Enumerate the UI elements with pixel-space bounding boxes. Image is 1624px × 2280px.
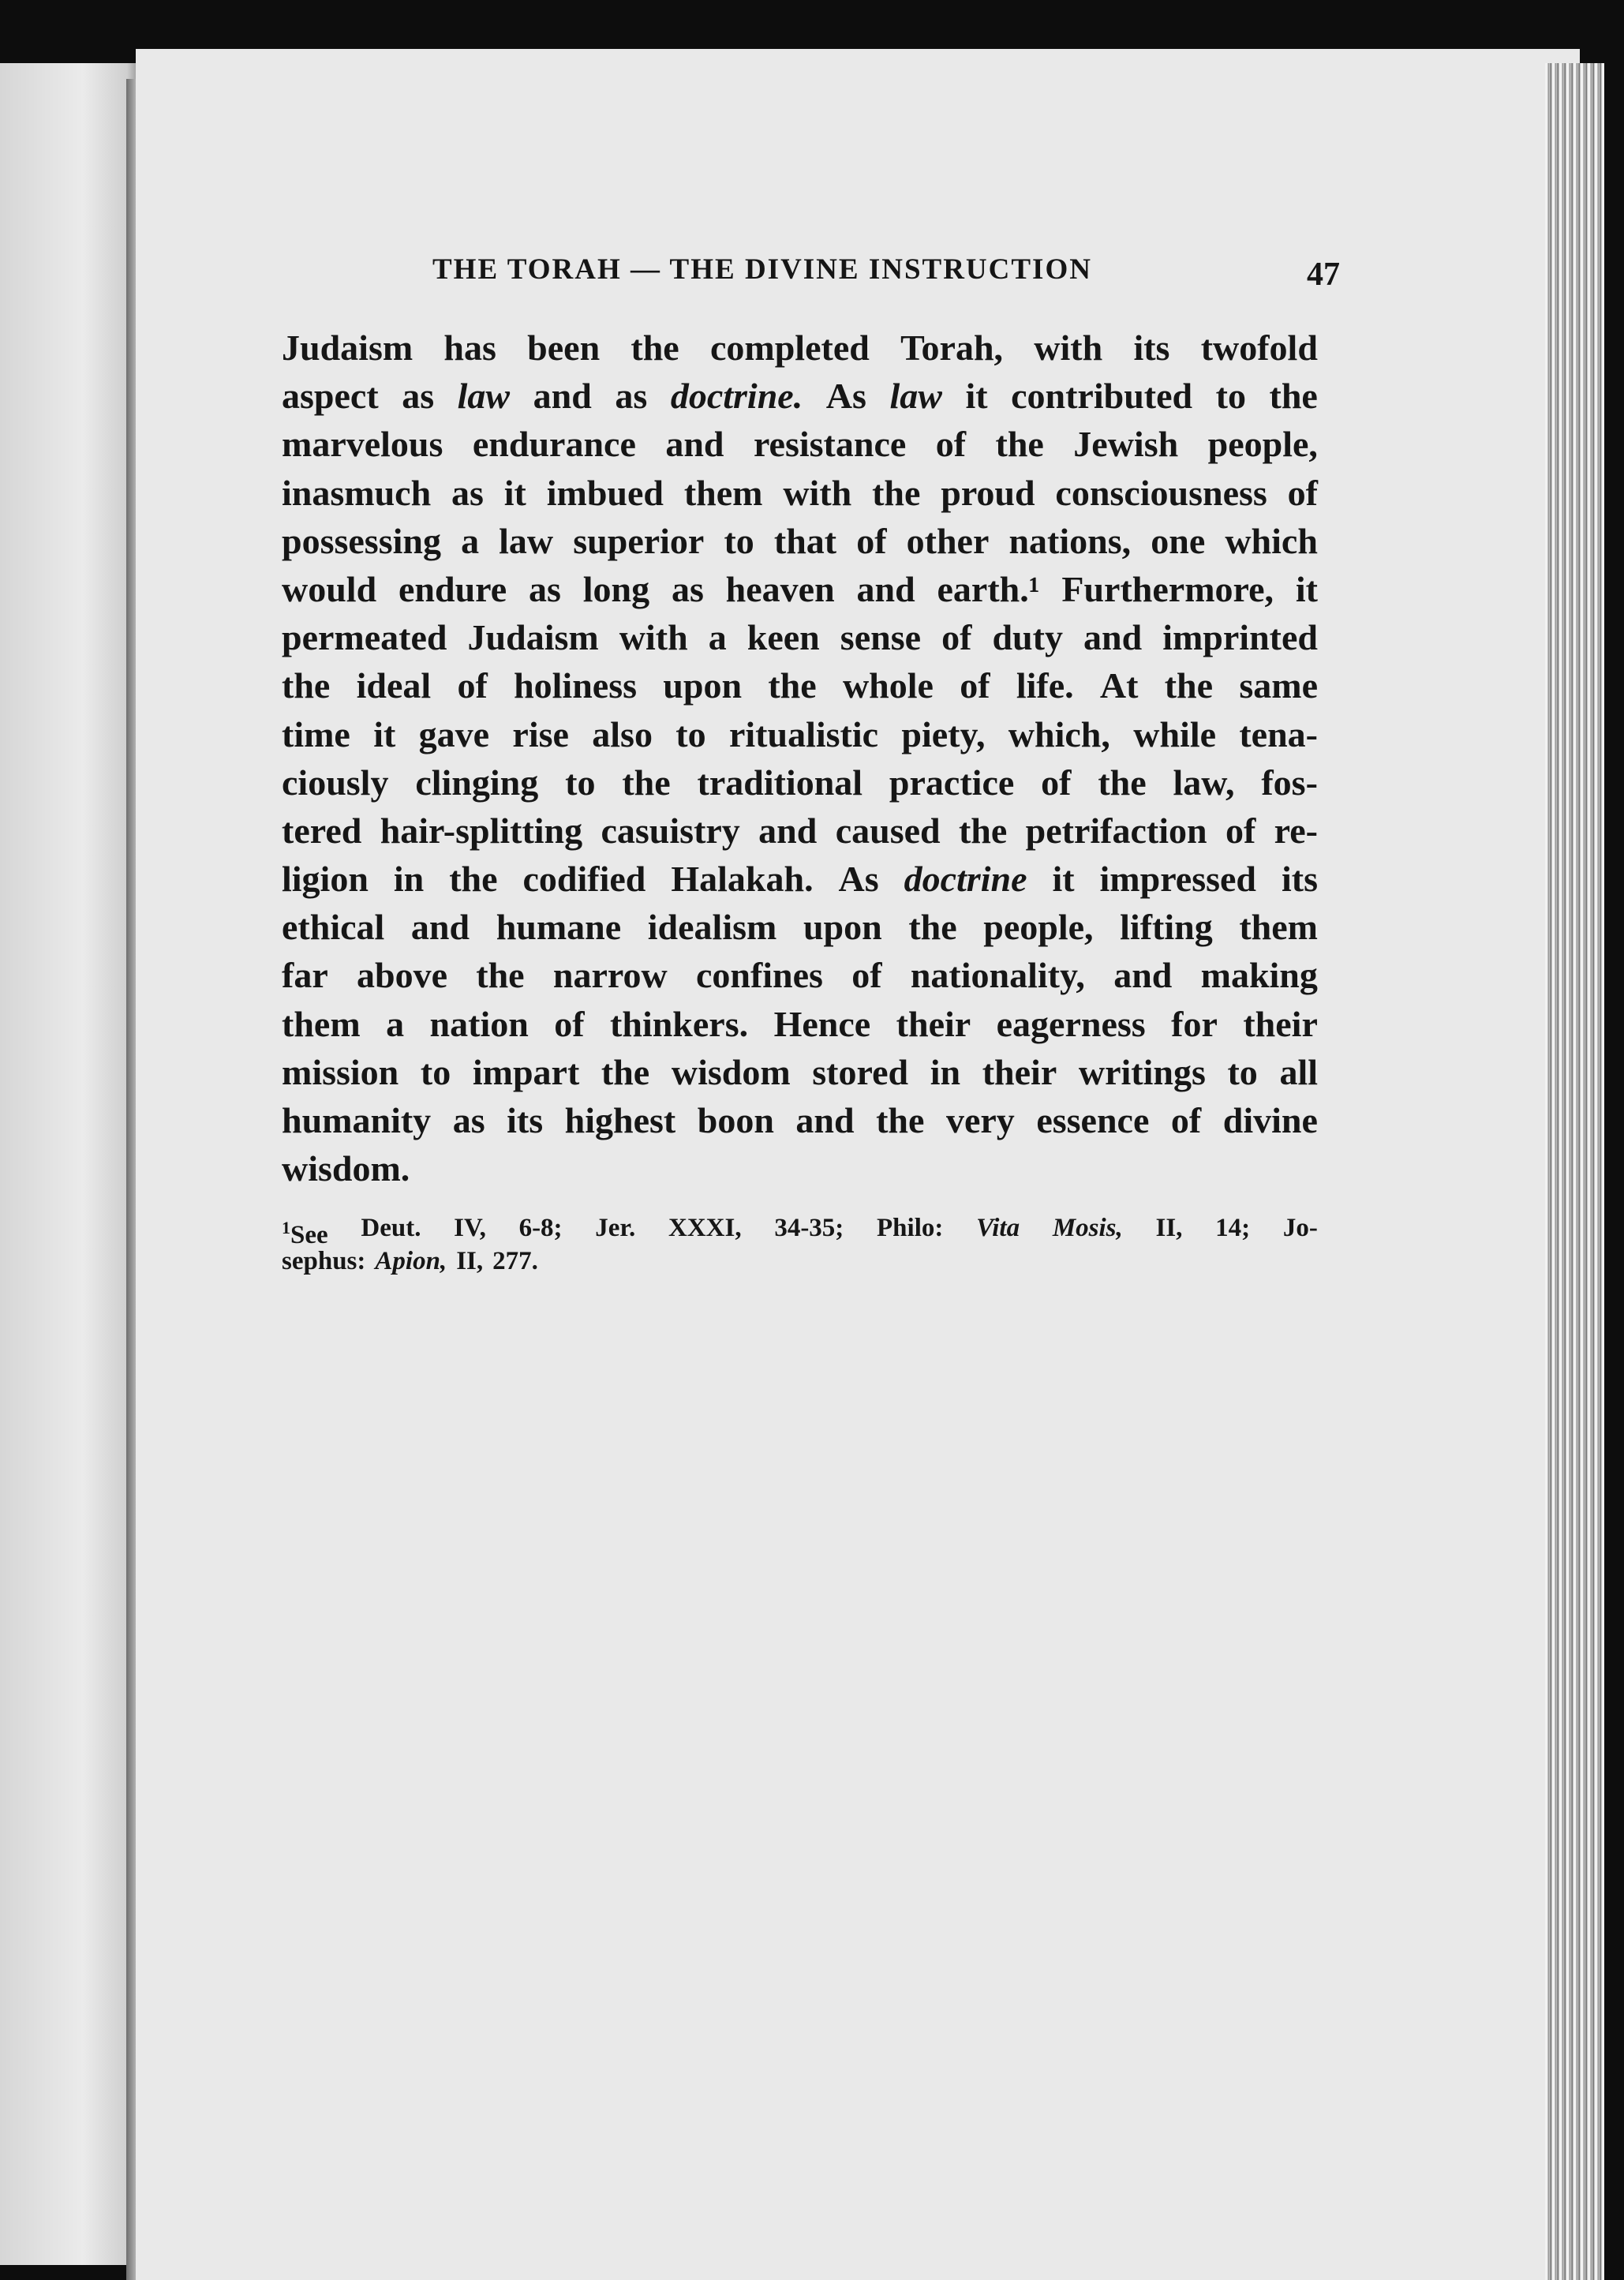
word: 14;	[1215, 1214, 1251, 1242]
text-line	[282, 565, 1318, 613]
page-edge-stack	[1545, 63, 1604, 2280]
word: of	[1287, 472, 1318, 513]
word: Halakah.	[671, 859, 814, 900]
word: to	[724, 520, 754, 561]
word: permeated	[282, 617, 447, 658]
word: mission	[282, 1051, 399, 1092]
word: its	[1133, 328, 1170, 368]
word: As	[838, 859, 879, 900]
word: humanity	[282, 1100, 432, 1140]
word: its	[507, 1100, 544, 1140]
word: lifting	[1120, 907, 1213, 948]
word: clinging	[415, 762, 539, 803]
text-line	[282, 758, 1318, 807]
text-line	[282, 951, 1318, 999]
text-line	[282, 420, 1318, 468]
word: rise	[512, 713, 569, 754]
word: boon	[697, 1100, 774, 1140]
word: the	[631, 328, 679, 368]
footnote-marker: 1	[282, 1218, 290, 1237]
word: writings	[1078, 1051, 1206, 1092]
word: and	[856, 568, 915, 609]
word: doctrine	[904, 859, 1027, 900]
word: ideal	[356, 665, 432, 706]
word: its	[1281, 859, 1318, 900]
word: law,	[1173, 762, 1235, 803]
word: nationality,	[910, 955, 1085, 996]
word: of	[554, 1003, 585, 1044]
word: to	[1227, 1051, 1258, 1092]
word: also	[592, 713, 653, 754]
word: all	[1279, 1051, 1318, 1092]
word: their	[1243, 1003, 1318, 1044]
word: it	[1052, 859, 1075, 900]
word: the	[622, 762, 671, 803]
word: to	[420, 1051, 451, 1092]
word: with	[619, 617, 688, 658]
word: law	[499, 520, 554, 561]
text-line	[282, 1000, 1318, 1048]
word: of	[935, 424, 967, 465]
text-line	[282, 710, 1318, 758]
text-line	[282, 1048, 1318, 1096]
text-line	[282, 661, 1318, 709]
text-line	[282, 324, 1318, 372]
word: whole	[842, 665, 934, 706]
word: highest	[564, 1100, 676, 1140]
word: tered	[282, 810, 362, 851]
word: the	[872, 472, 921, 513]
word: impressed	[1099, 859, 1257, 900]
word: with	[783, 472, 852, 513]
word: would	[282, 568, 377, 609]
word: Jewish	[1073, 424, 1179, 465]
word: and	[665, 424, 724, 465]
word: same	[1239, 665, 1318, 706]
word: re-	[1274, 810, 1318, 851]
text-line	[282, 517, 1318, 565]
word: with	[1034, 328, 1103, 368]
word: of	[941, 617, 972, 658]
word: 277.	[492, 1247, 538, 1275]
word: Apion,	[375, 1247, 447, 1275]
word: it	[373, 713, 396, 754]
word: thinkers.	[610, 1003, 749, 1044]
word: above	[357, 955, 448, 996]
word: and	[533, 376, 592, 417]
word: ethical	[282, 907, 385, 948]
word: Philo:	[877, 1214, 944, 1242]
word: earth.¹	[937, 568, 1040, 609]
word: and	[1113, 955, 1173, 996]
word: that	[773, 520, 837, 561]
word: people,	[1207, 424, 1318, 465]
text-line	[282, 855, 1318, 903]
word: of	[1170, 1100, 1202, 1140]
word: wisdom	[671, 1051, 791, 1092]
word: upon	[663, 665, 743, 706]
word: ciously	[282, 762, 389, 803]
word: their	[896, 1003, 971, 1044]
word: time	[282, 713, 350, 754]
word: marvelous	[282, 424, 443, 465]
word: to	[675, 713, 706, 754]
word: them	[1239, 907, 1318, 948]
word: the	[1098, 762, 1147, 803]
word: At	[1099, 665, 1139, 706]
word: one	[1151, 520, 1206, 561]
word: it	[503, 472, 526, 513]
word: other	[906, 520, 990, 561]
word: twofold	[1200, 328, 1318, 368]
word: 34-35;	[774, 1214, 844, 1242]
word: Vita	[976, 1214, 1020, 1242]
word: imbued	[546, 472, 664, 513]
word: the	[601, 1051, 650, 1092]
text-line	[282, 1096, 1318, 1144]
word: consciousness	[1055, 472, 1267, 513]
page-number: 47	[1307, 256, 1340, 293]
word: very	[945, 1100, 1015, 1140]
word: endure	[399, 568, 507, 609]
word: and	[1083, 617, 1143, 658]
word: been	[527, 328, 601, 368]
word: Judaism	[467, 617, 599, 658]
word: sephus:	[282, 1247, 366, 1275]
footnote-line	[282, 1211, 1318, 1249]
word: and	[795, 1100, 855, 1140]
word: nation	[429, 1003, 529, 1044]
word: their	[982, 1051, 1057, 1092]
word: the	[995, 424, 1044, 465]
word: the	[449, 859, 498, 900]
word: them	[683, 472, 763, 513]
word: it	[1295, 568, 1318, 609]
word: while	[1133, 713, 1217, 754]
text-line	[282, 372, 1318, 420]
word: holiness	[514, 665, 638, 706]
word: the	[476, 955, 525, 996]
word: wisdom.	[282, 1148, 410, 1189]
word: Jer.	[595, 1214, 636, 1242]
word: making	[1200, 955, 1318, 996]
word: far	[282, 955, 328, 996]
word: as	[451, 472, 484, 513]
footnote-line	[282, 1245, 1318, 1278]
word: a	[386, 1003, 405, 1044]
word: $^1$See	[282, 1218, 328, 1249]
word: and	[410, 907, 470, 948]
word: divine	[1222, 1100, 1318, 1140]
word: idealism	[647, 907, 777, 948]
word: duty	[992, 617, 1063, 658]
word: people,	[983, 907, 1094, 948]
word: which,	[1008, 713, 1110, 754]
word: inasmuch	[282, 472, 432, 513]
word: Jo-	[1282, 1214, 1318, 1242]
word: of	[457, 665, 488, 706]
word: Mosis,	[1052, 1214, 1123, 1242]
word: Furthermore,	[1061, 568, 1274, 609]
word: casuistry	[601, 810, 740, 851]
word: narrow	[552, 955, 668, 996]
word: completed	[709, 328, 870, 368]
word: long	[582, 568, 650, 609]
word: as	[615, 376, 648, 417]
word: ritualistic	[728, 713, 879, 754]
word: eagerness	[996, 1003, 1146, 1044]
body-text	[282, 324, 1318, 1192]
word: doctrine.	[670, 376, 803, 417]
word: confines	[695, 955, 823, 996]
word: heaven	[725, 568, 835, 609]
word: has	[443, 328, 496, 368]
word: the	[1164, 665, 1214, 706]
word: piety,	[901, 713, 986, 754]
word: resistance	[753, 424, 907, 465]
word: the	[282, 665, 331, 706]
word: practice	[889, 762, 1015, 803]
word: as	[671, 568, 704, 609]
previous-page-stack	[0, 63, 138, 2265]
word: and	[758, 810, 818, 851]
text-line	[282, 613, 1318, 661]
word: Judaism	[282, 328, 413, 368]
word: of	[1225, 810, 1256, 851]
word: 6-8;	[518, 1214, 563, 1242]
word: the	[908, 907, 957, 948]
word: in	[930, 1051, 961, 1092]
word: II,	[456, 1247, 484, 1275]
word: to	[1215, 376, 1246, 417]
word: codified	[522, 859, 646, 900]
word: to	[565, 762, 596, 803]
word: of	[1041, 762, 1072, 803]
word: aspect	[282, 376, 379, 417]
word: nations,	[1008, 520, 1132, 561]
word: which	[1225, 520, 1318, 561]
text-line	[282, 1144, 1318, 1192]
word: Deut.	[361, 1214, 421, 1242]
word: possessing	[282, 520, 441, 561]
word: in	[393, 859, 425, 900]
word: Torah,	[900, 328, 1004, 368]
word: caused	[835, 810, 941, 851]
word: stored	[812, 1051, 909, 1092]
word: ligion	[282, 859, 369, 900]
word: the	[876, 1100, 925, 1140]
word: essence	[1036, 1100, 1150, 1140]
word: for	[1171, 1003, 1218, 1044]
word: of	[851, 955, 882, 996]
word: superior	[573, 520, 705, 561]
word: them	[282, 1003, 361, 1044]
word: as	[452, 1100, 485, 1140]
text-line	[282, 903, 1318, 951]
word: the	[958, 810, 1008, 851]
word: traditional	[697, 762, 863, 803]
text-line	[282, 469, 1318, 517]
word: keen	[747, 617, 820, 658]
word: As	[825, 376, 866, 417]
word: fos-	[1261, 762, 1318, 803]
word: IV,	[454, 1214, 486, 1242]
word: gave	[418, 713, 490, 754]
word: of	[856, 520, 887, 561]
word: petrifaction	[1025, 810, 1207, 851]
word: Hence	[773, 1003, 871, 1044]
word: law	[457, 376, 511, 417]
word: the	[768, 665, 817, 706]
word: endurance	[472, 424, 636, 465]
word: upon	[803, 907, 882, 948]
word: tena-	[1239, 713, 1318, 754]
footnote	[282, 1211, 1318, 1278]
text-line	[282, 807, 1318, 855]
word: hair-splitting	[380, 810, 583, 851]
word: imprinted	[1162, 617, 1318, 658]
word: contributed	[1011, 376, 1193, 417]
word: as	[529, 568, 561, 609]
word: law	[889, 376, 942, 417]
word: life.	[1016, 665, 1074, 706]
word: it	[965, 376, 988, 417]
word: a	[461, 520, 480, 561]
running-head-title: THE TORAH — THE DIVINE INSTRUCTION	[432, 253, 1092, 286]
word: II,	[1155, 1214, 1183, 1242]
word: of	[960, 665, 990, 706]
word: proud	[941, 472, 1035, 513]
word: a	[708, 617, 727, 658]
word: impart	[472, 1051, 580, 1092]
word: as	[402, 376, 435, 417]
word: sense	[840, 617, 922, 658]
word: XXXI,	[668, 1214, 742, 1242]
running-head	[283, 253, 1340, 300]
word: humane	[496, 907, 622, 948]
word: the	[1269, 376, 1318, 417]
